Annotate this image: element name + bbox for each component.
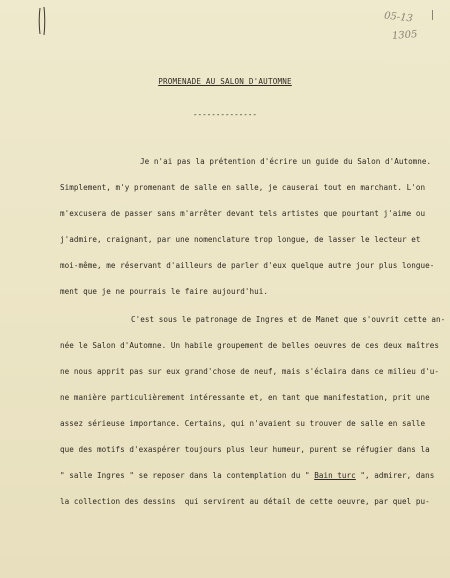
text-line: moi-même, me réservant d'ailleurs de parler d'eux quelque autre jour plus longue- (60, 261, 435, 270)
title-separator: -------------- (192, 110, 257, 119)
corner-tick-mark (432, 10, 433, 20)
text-segment: ", admirer, dans (355, 471, 435, 480)
margin-pen-mark (38, 6, 46, 36)
text-line: que des motifs d'exaspérer toujours plus leur humeur, purent se réfugier dans la (60, 445, 430, 454)
document-title: PROMENADE AU SALON D'AUTOMNE (158, 77, 292, 86)
text-line: ne nous apprit pas sur eux grand'chose de neuf, mais s'éclaira dans ce milieu d'u- (60, 367, 439, 376)
handwritten-note-2: 1305 (391, 29, 418, 42)
underlined-title-bain-turc: Bain turc (314, 471, 356, 480)
text-line: m'excusera de passer sans m'arrêter devant tels artistes que pourtant j'aime ou (60, 209, 426, 218)
text-line: la collection des dessins qui servirent au détail de cette oeuvre, par quel pu- (60, 497, 430, 506)
text-line: j'admire, craignant, par une nomenclature trop longue, de lasser le lecteur et (60, 235, 421, 244)
text-line: C'est sous le patronage de Ingres et de Manet que s'ouvrit cette an- (131, 315, 446, 324)
text-line: ment que je ne pourrais le faire aujourd'hui. (60, 287, 268, 296)
text-line: Je n'ai pas la prétention d'écrire un guide du Salon d'Automne. (140, 157, 432, 166)
text-line: Simplement, m'y promenant de salle en salle, je causerai tout en marchant. L'on (60, 183, 426, 192)
text-line (60, 471, 434, 480)
text-segment: " salle Ingres " se reposer dans la contemplation du " (60, 471, 315, 480)
text-line: assez sérieuse importance. Certains, qui n'avaient su trouver de salle en salle (60, 419, 426, 428)
handwritten-note-1: 05-13 (383, 10, 414, 25)
text-line: née le Salon d'Automne. Un habile groupement de belles oeuvres de ces deux maîtres (60, 341, 439, 350)
text-line: ne manière particulièrement intéressante et, en tant que manifestation, prit une (60, 393, 430, 402)
